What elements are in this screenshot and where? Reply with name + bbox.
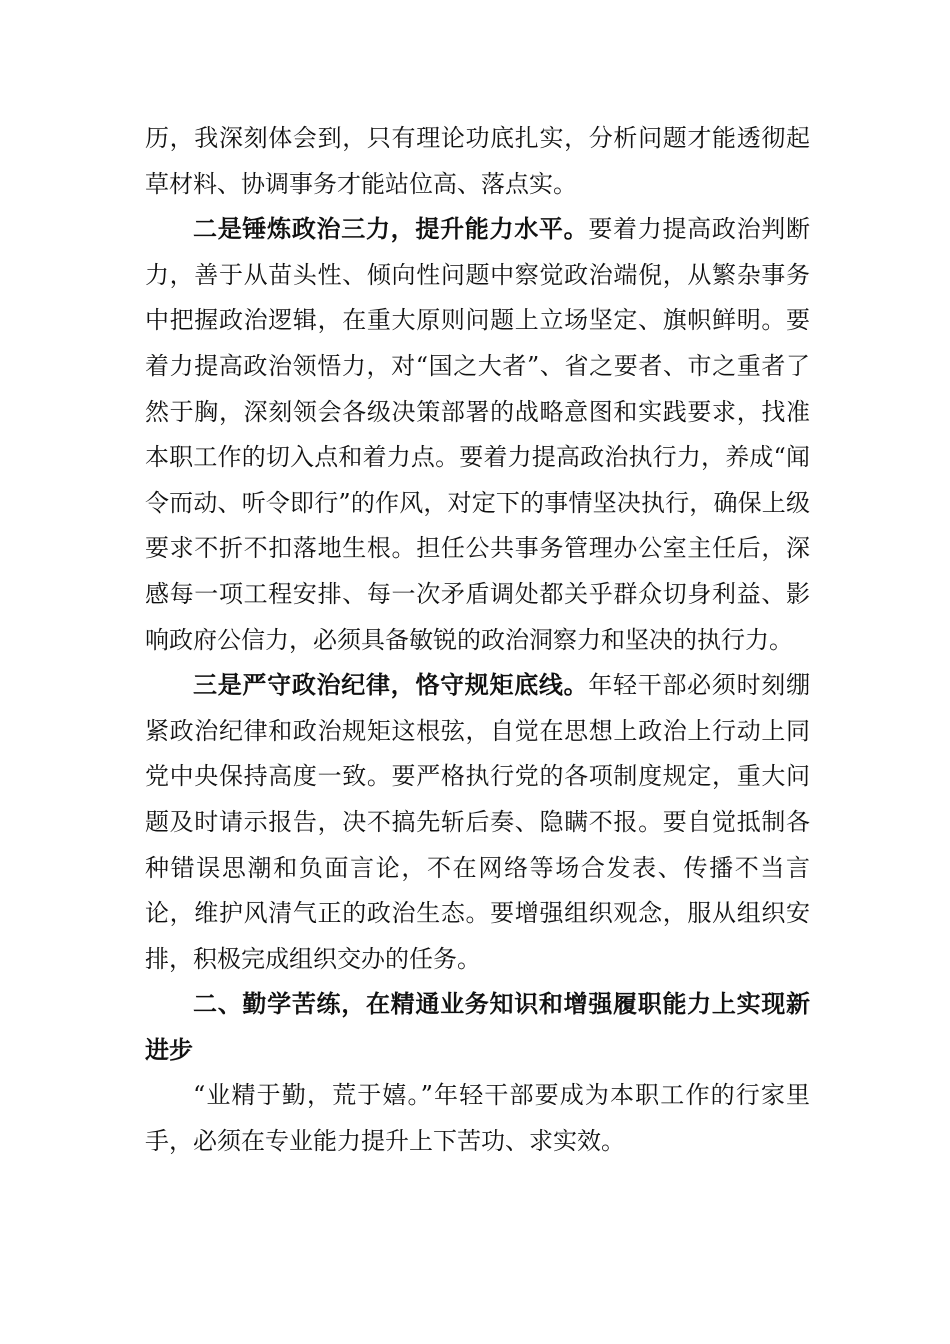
paragraph-text: 年轻干部必须时刻绷紧政治纪律和政治规矩这根弦，自觉在思想上政治上行动上同党中央保持高度一致。要严格执行党的各项制度规定，重大问题及时请示报告，决不搞先斩后奏、隐瞒不报。要自觉抵制各种错误思潮和负面言论，不在网络等场合发表、传播不当言论，维护风清气正的政治生态。要增强组织观念，服从组织安排，积极完成组织交办的任务。 (145, 671, 811, 973)
paragraph-political-discipline (145, 663, 810, 982)
paragraph-closing: “业精于勤，荒于嬉。”年轻干部要成为本职工作的行家里手，必须在专业能力提升上下苦功、求实效。 (145, 1081, 810, 1156)
document-body (145, 116, 810, 1165)
paragraph-political-abilities (145, 207, 810, 663)
paragraph-lead: 二是锤炼政治三力，提升能力水平。 (193, 215, 589, 244)
section-heading: 二、勤学苦练，在精通业务知识和增强履职能力上实现新进步 (145, 990, 810, 1064)
paragraph-continuation (145, 116, 810, 207)
paragraph-lead: 三是严守政治纪律，恪守规矩底线。 (193, 671, 589, 700)
paragraph-text: 要着力提高政治判断力，善于从苗头性、倾向性问题中察觉政治端倪，从繁杂事务中把握政治逻辑，在重大原则问题上立场坚定、旗帜鲜明。要着力提高政治领悟力，对“国之大者”、省之要者、市之重者了然于胸，深刻领会各级决策部署的战略意图和实践要求，找准本职工作的切入点和着力点。要着力提高政治执行力，养成“闻令而动、听令即行”的作风，对定下的事情坚决执行，确保上级要求不折不扣落地生根。担任公共事务管理办公室主任后，深感每一项工程安排、每一次矛盾调处都关乎群众切身利益、影响政府公信力，必须具备敏锐的政治洞察力和坚决的执行力。 (145, 215, 811, 654)
paragraph-text: 历，我深刻体会到，只有理论功底扎实，分析问题才能透彻起草材料、协调事务才能站位高、落点实。 (145, 124, 810, 198)
